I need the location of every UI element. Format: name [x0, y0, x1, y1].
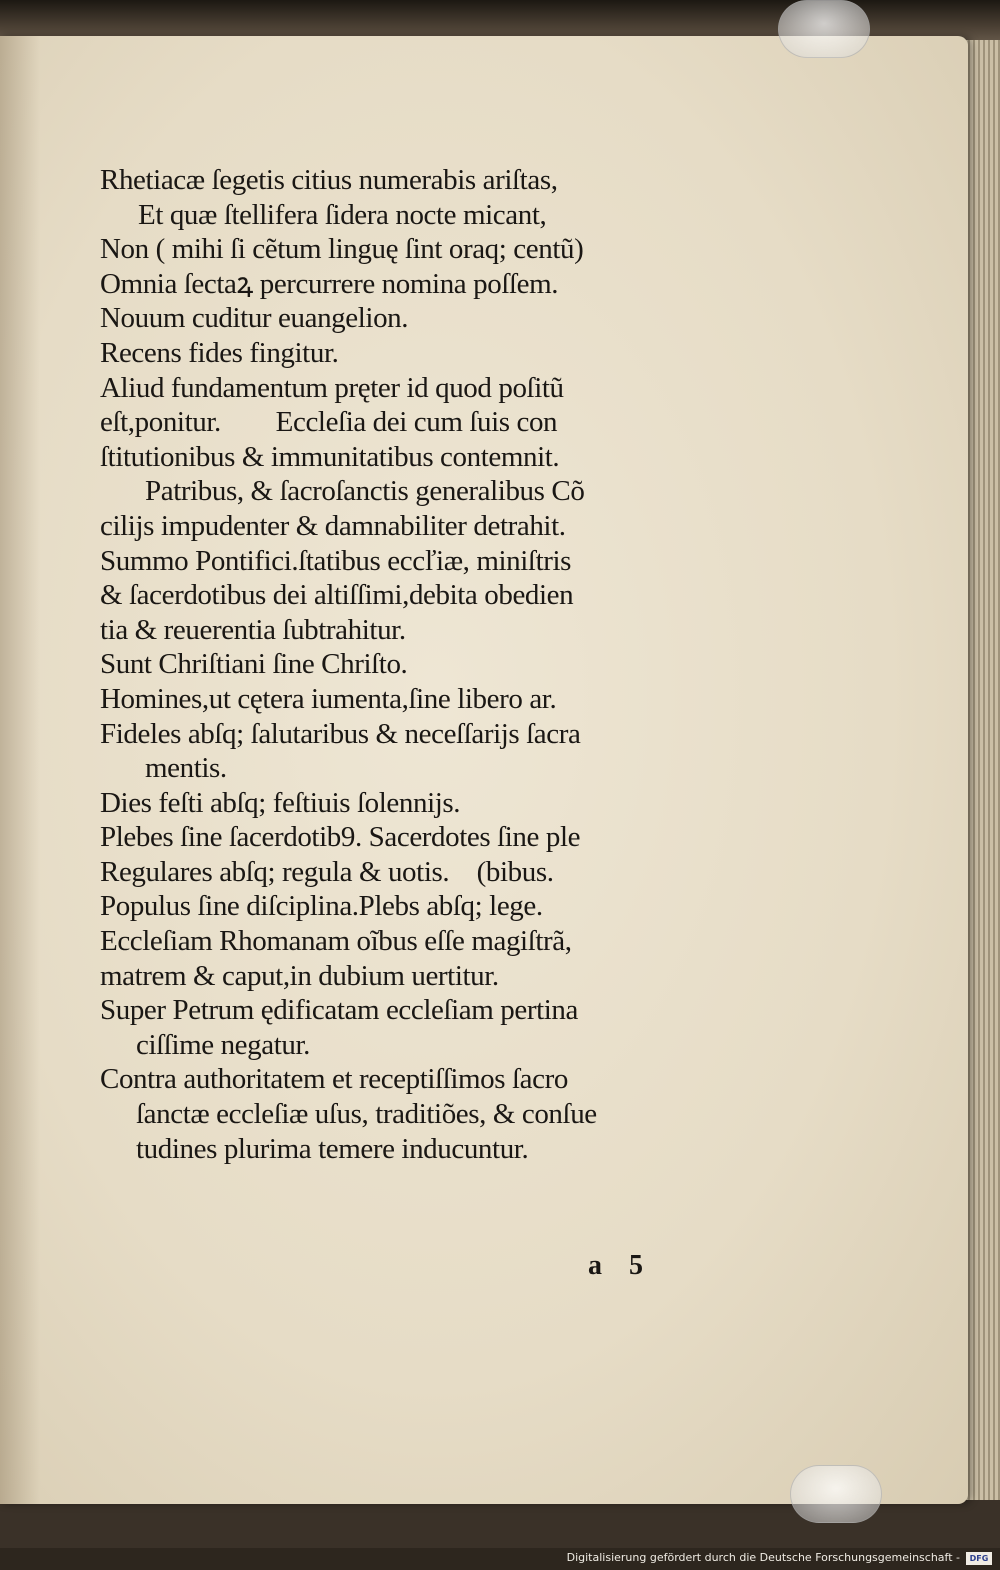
text-line: & ſacerdotibus dei altiſſimi,debita obedien [100, 579, 574, 612]
digitization-credit: Digitalisierung gefördert durch die Deutsche Forschungsgemeinschaft - [566, 1551, 960, 1564]
text-line: Plebes ſine ſacerdotib9. Sacerdotes ſine ple [100, 821, 581, 854]
page-text [100, 163, 740, 1166]
signature-mark: a 5 [588, 1250, 653, 1281]
text-line: Homines,ut cętera iumenta,ſine libero ar. [100, 682, 557, 715]
text-line: Et quæ ſtellifera ſidera nocte micant, [138, 198, 547, 231]
text-line: Contra authoritatem et receptiſſimos ſacro [100, 1063, 568, 1096]
text-line: matrem & caput,in dubium uertitur. [100, 959, 499, 992]
text-line: Regulares abſq; regula & uotis. (bibus. [100, 855, 554, 888]
text-line: Dies feſti abſq; feſtiuis ſolennijs. [100, 786, 461, 819]
text-line: Summo Pontifici.ſtatibus eccľiæ, miniſtris [100, 544, 572, 577]
dfg-logo-icon: DFG [966, 1552, 992, 1565]
text-line: ſtitutionibus & immunitatibus contemnit. [100, 440, 560, 473]
text-line: Patribus, & ſacroſanctis generalibus Cõ [145, 475, 585, 508]
text-line: Omnia ſectaꝝ percurrere nomina poſſem. [100, 267, 559, 300]
text-line: Rhetiacæ ſegetis citius numerabis ariſtas, [100, 164, 558, 196]
text-line: tudines plurima temere inducuntur. [136, 1132, 529, 1165]
text-line: eſt,ponitur. Eccleſia dei cum ſuis con [100, 406, 558, 439]
text-line: ciſſime negatur. [136, 1028, 310, 1061]
page-clip-top [778, 0, 870, 58]
text-line: Recens fides fingitur. [100, 336, 339, 369]
text-line: cilijs impudenter & damnabiliter detrahit. [100, 509, 566, 542]
text-line: Fideles abſq; ſalutaribus & neceſſarijs ſacra [100, 717, 581, 750]
text-line: tia & reuerentia ſubtrahitur. [100, 613, 406, 646]
text-line: Populus ſine diſciplina.Plebs abſq; lege. [100, 890, 543, 923]
text-line: mentis. [145, 752, 227, 785]
text-line: Sunt Chriſtiani ſine Chriſto. [100, 648, 408, 681]
text-line: Non ( mihi ſi cẽtum linguę ſint oraq; centũ) [100, 233, 584, 266]
page-clip-bottom [790, 1465, 882, 1523]
text-line: Eccleſiam Rhomanam oĩbus eſſe magiſtrã, [100, 925, 572, 958]
text-line: Nouum cuditur euangelion. [100, 302, 409, 335]
text-line: Aliud fundamentum pręter id quod poſitũ [100, 371, 564, 404]
text-line: ſanctæ eccleſiæ uſus, traditiões, & conſue [136, 1098, 597, 1131]
text-line: Super Petrum ędificatam eccleſiam pertina [100, 994, 579, 1027]
